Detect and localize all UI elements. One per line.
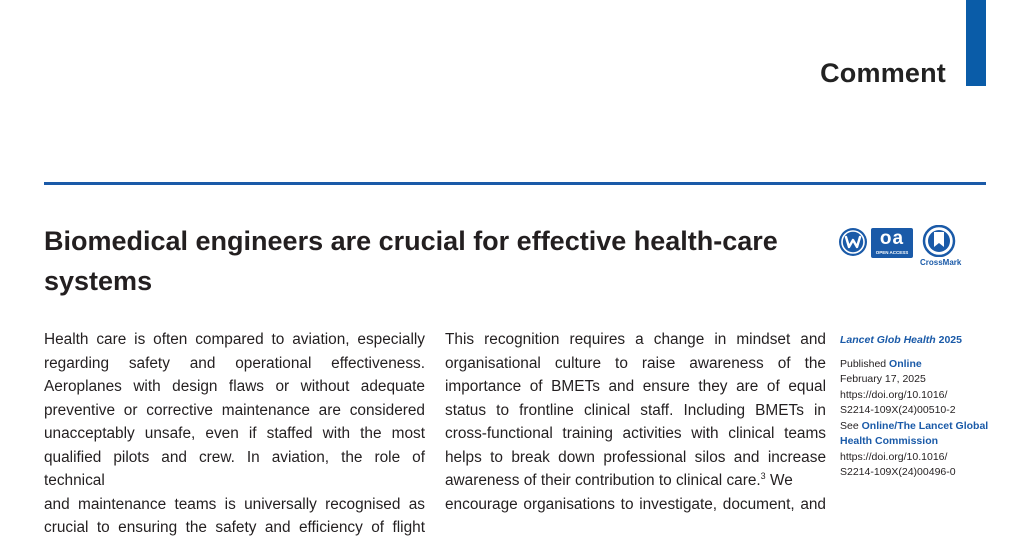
oa-subtext: OPEN ACCESS bbox=[875, 250, 909, 255]
body-line: crucial to ensuring the safety and efficiency of flight bbox=[44, 519, 425, 536]
body-line: encourage organisations to investigate, document, and bbox=[445, 495, 826, 513]
body-line-with-reference bbox=[445, 469, 826, 493]
open-access-icon[interactable] bbox=[871, 228, 913, 258]
body-line: qualified pilots and crew. In aviation, the role of technical bbox=[44, 448, 425, 489]
article-title bbox=[44, 221, 834, 301]
oa-text: oa bbox=[879, 228, 905, 249]
see-also-line bbox=[840, 419, 1000, 435]
body-line: This recognition requires a change in mindset and bbox=[445, 331, 826, 348]
published-date: February 17, 2025 bbox=[840, 373, 926, 385]
body-text: We bbox=[765, 472, 793, 489]
published-line bbox=[840, 357, 1000, 373]
section-label: Comment bbox=[820, 58, 946, 88]
body-line: Health care is often compared to aviation, especially bbox=[44, 331, 425, 348]
reference-superscript[interactable]: 3 bbox=[760, 470, 766, 481]
badges bbox=[838, 225, 968, 271]
body-line: unacceptably unsafe, even if staffed with the most bbox=[44, 425, 425, 442]
journal-year: 2025 bbox=[938, 334, 962, 346]
section-color-bar bbox=[966, 0, 986, 86]
body-line: cross-functional training activities with clinical teams bbox=[445, 425, 826, 442]
published-label: Published bbox=[840, 357, 887, 370]
crossmark-label: CrossMark bbox=[920, 258, 962, 267]
body-text: awareness of their contribution to clinical care. bbox=[445, 472, 761, 489]
title-line: Biomedical engineers are crucial for effective health-care bbox=[44, 226, 778, 256]
wellcome-icon[interactable] bbox=[838, 227, 868, 257]
header-rule bbox=[44, 182, 986, 185]
body-column-2 bbox=[445, 328, 826, 516]
published-online-link[interactable]: Online bbox=[889, 357, 922, 370]
crossmark-icon[interactable] bbox=[922, 225, 956, 257]
body-line: Aeroplanes with design flaws or without adequate bbox=[44, 378, 425, 395]
doi-link[interactable]: https://doi.org/10.1016/ bbox=[840, 450, 948, 463]
journal-citation bbox=[840, 333, 1000, 349]
body-column-1 bbox=[44, 328, 425, 540]
body-line: preventive or corrective maintenance are considered bbox=[44, 401, 425, 419]
body-line: helps to break down professional silos and increase bbox=[445, 448, 826, 466]
body-line: organisational culture to raise awareness of the bbox=[445, 354, 826, 372]
see-label: See bbox=[840, 419, 859, 432]
journal-name[interactable]: Lancet Glob Health bbox=[840, 334, 936, 346]
body-line: regarding safety and operational effectiveness. bbox=[44, 354, 425, 372]
doi-link[interactable]: https://doi.org/10.1016/ bbox=[840, 388, 948, 401]
doi-link[interactable]: S2214-109X(24)00496-0 bbox=[840, 466, 956, 478]
sidebar-metadata bbox=[840, 333, 1000, 481]
body-line: importance of BMETs and ensure they are of equal bbox=[445, 378, 826, 395]
see-also-link[interactable]: Health Commission bbox=[840, 435, 939, 447]
title-line: systems bbox=[44, 266, 153, 296]
doi-link[interactable]: S2214-109X(24)00510-2 bbox=[840, 404, 956, 416]
body-line: and maintenance teams is universally recognised as bbox=[44, 495, 425, 513]
body-line: status to frontline clinical staff. Including BMETs in bbox=[445, 401, 826, 419]
see-also-link[interactable]: Online/The Lancet Global bbox=[861, 419, 989, 432]
